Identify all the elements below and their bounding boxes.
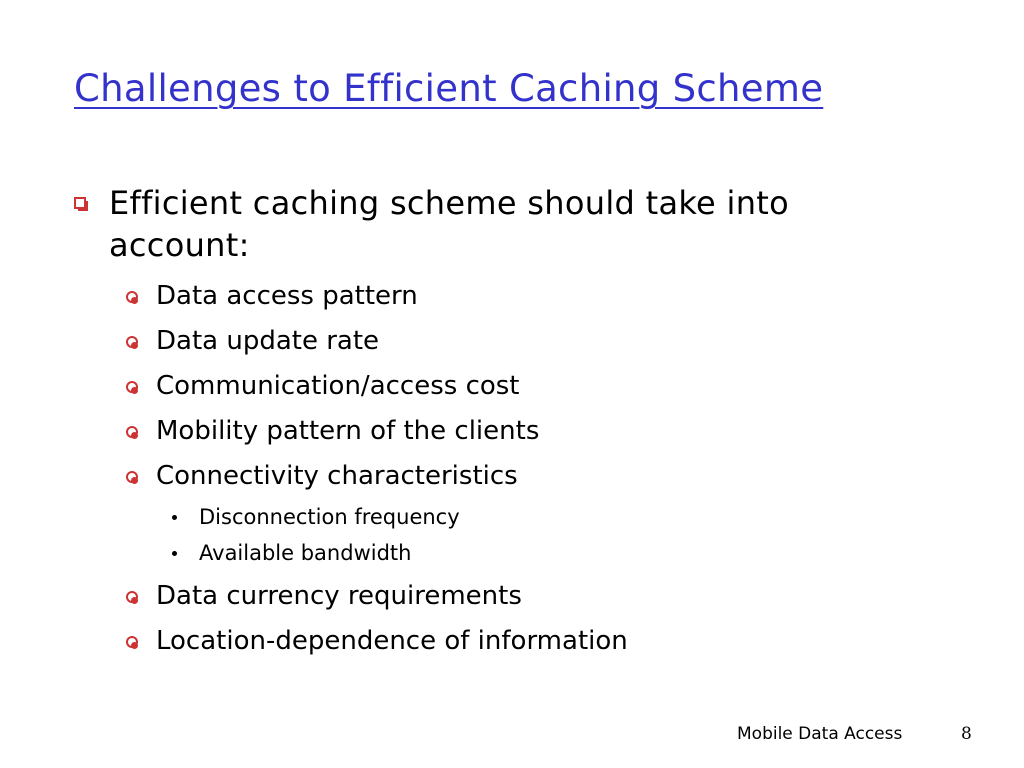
sub-bullet-text: Location-dependence of information bbox=[156, 626, 628, 656]
sub-sub-bullet-text: Disconnection frequency bbox=[199, 505, 460, 529]
sub-bullet-text: Data access pattern bbox=[156, 281, 418, 311]
sub-sub-bullet-disconnection-frequency bbox=[172, 503, 460, 531]
circle-bullet-icon bbox=[126, 471, 138, 483]
sub-sub-bullet-text: Available bandwidth bbox=[199, 541, 412, 565]
sub-bullet-text: Connectivity characteristics bbox=[156, 461, 518, 491]
page-number: 8 bbox=[961, 724, 972, 744]
circle-bullet-icon bbox=[126, 336, 138, 348]
circle-bullet-icon bbox=[126, 591, 138, 603]
sub-bullet-location-dependence bbox=[126, 624, 628, 658]
circle-bullet-icon bbox=[126, 291, 138, 303]
slide-title: Challenges to Efficient Caching Scheme bbox=[74, 67, 824, 110]
dot-bullet-icon bbox=[172, 515, 177, 520]
sub-bullet-text: Mobility pattern of the clients bbox=[156, 416, 540, 446]
sub-bullet-mobility-pattern bbox=[126, 414, 539, 448]
sub-bullet-text: Data update rate bbox=[156, 326, 380, 356]
main-bullet bbox=[74, 182, 934, 266]
sub-bullet-text: Data currency requirements bbox=[156, 581, 522, 611]
main-bullet-text: Efficient caching scheme should take into account: bbox=[109, 184, 790, 264]
sub-bullet-connectivity-characteristics bbox=[126, 459, 518, 493]
sub-sub-bullet-available-bandwidth bbox=[172, 539, 411, 567]
square-bullet-icon bbox=[74, 197, 86, 209]
sub-bullet-text: Communication/access cost bbox=[156, 371, 520, 401]
footer-label: Mobile Data Access bbox=[737, 724, 903, 744]
sub-bullet-data-update-rate bbox=[126, 324, 379, 358]
sub-bullet-communication-access-cost bbox=[126, 369, 520, 403]
sub-bullet-data-access-pattern bbox=[126, 279, 418, 313]
sub-bullet-data-currency-requirements bbox=[126, 579, 522, 613]
circle-bullet-icon bbox=[126, 636, 138, 648]
circle-bullet-icon bbox=[126, 381, 138, 393]
circle-bullet-icon bbox=[126, 426, 138, 438]
dot-bullet-icon bbox=[172, 551, 177, 556]
